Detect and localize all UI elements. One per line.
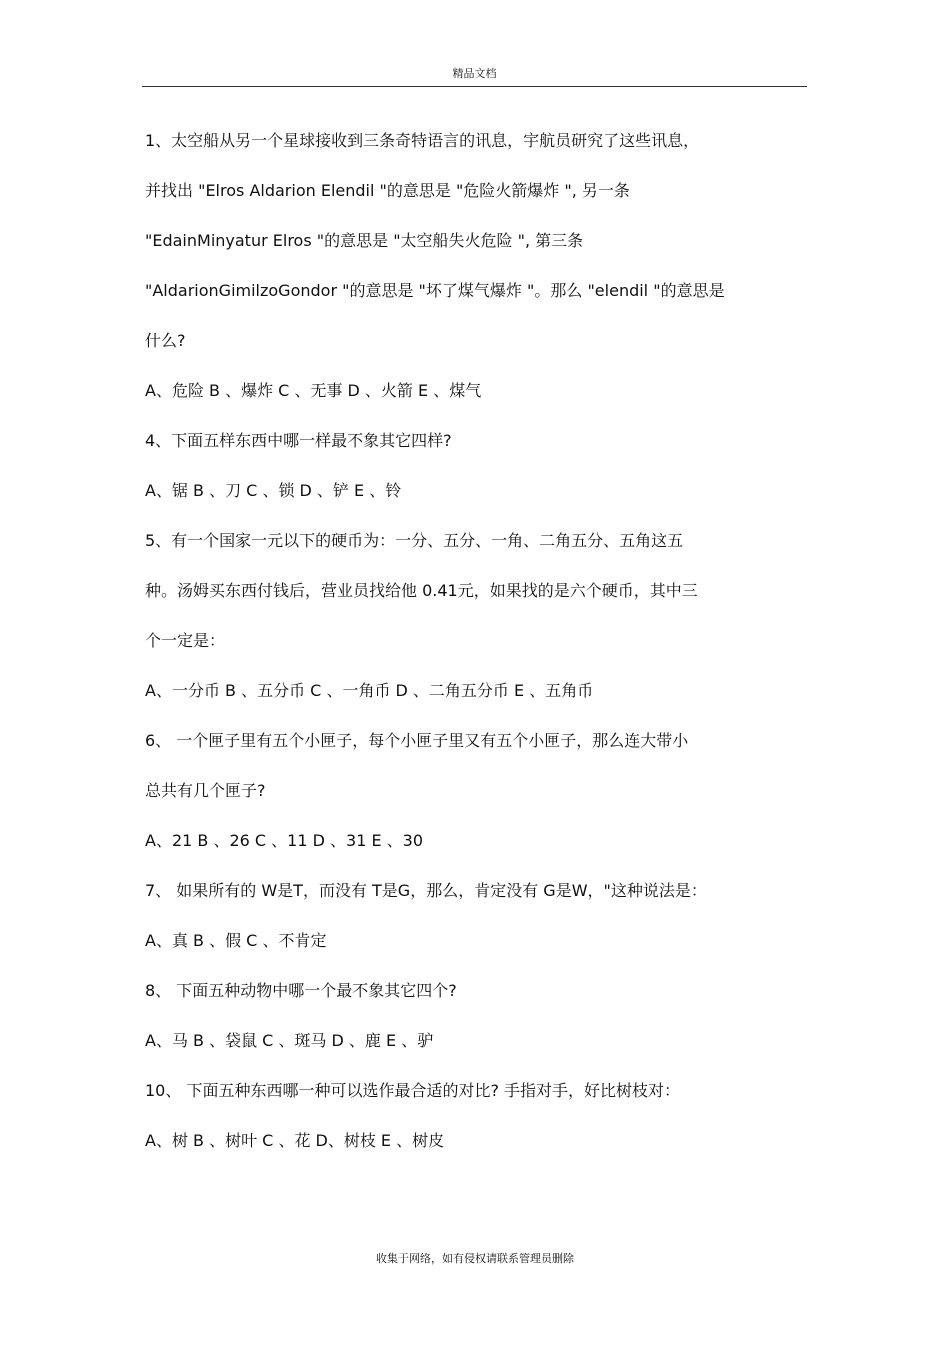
answer-options: A、锯 B 、刀 C 、锁 D 、铲 E 、铃 xyxy=(145,481,402,500)
answer-options: A、真 B 、假 C 、不肯定 xyxy=(145,931,327,950)
text-line: "EdainMinyatur Elros "的意思是 "太空船失火危险 ", 第三条 xyxy=(145,231,584,250)
answer-options: A、一分币 B 、五分币 C 、一角币 D 、二角五分币 E 、五角币 xyxy=(145,681,594,700)
document-body xyxy=(145,124,805,1174)
text-line: 1、太空船从另一个星球接收到三条奇特语言的讯息，宇航员研究了这些讯息， xyxy=(145,131,700,150)
question-text: 8、 下面五种动物中哪一个最不象其它四个? xyxy=(145,981,457,1000)
question-text: 7、 如果所有的 W是T，而没有 T是G，那么，肯定没有 G是W，"这种说法是： xyxy=(145,881,707,900)
footer-text: 收集于网络，如有侵权请联系管理员删除 xyxy=(376,1252,574,1265)
question-text: 5、有一个国家一元以下的硬币为：一分、五分、一角、二角五分、五角这五 xyxy=(145,531,684,550)
text-line: 总共有几个匣子? xyxy=(145,781,266,800)
text-line: "AldarionGimilzoGondor "的意思是 "坏了煤气爆炸 "。那么 "elendil "的意思是 xyxy=(145,281,725,300)
text-line: 并找出 "Elros Aldarion Elendil "的意思是 "危险火箭爆炸 ", 另一条 xyxy=(145,181,630,200)
page-header xyxy=(142,62,807,87)
answer-options: A、马 B 、袋鼠 C 、斑马 D 、鹿 E 、驴 xyxy=(145,1031,434,1050)
answer-options: A、树 B 、树叶 C 、花 D、树枝 E 、树皮 xyxy=(145,1131,445,1150)
text-line: 个一定是： xyxy=(145,631,226,650)
page-footer xyxy=(0,1250,950,1266)
text-line: 什么? xyxy=(145,331,186,350)
answer-options: A、危险 B 、爆炸 C 、无事 D 、火箭 E 、煤气 xyxy=(145,381,482,400)
question-text: 4、下面五样东西中哪一样最不象其它四样? xyxy=(145,431,452,450)
answer-options: A、21 B 、26 C 、11 D 、31 E 、30 xyxy=(145,831,424,850)
text-line: 种。汤姆买东西付钱后，营业员找给他 0.41元，如果找的是六个硬币，其中三 xyxy=(145,581,698,600)
header-title: 精品文档 xyxy=(452,67,497,80)
question-text: 10、 下面五种东西哪一种可以选作最合适的对比? 手指对手，好比树枝对： xyxy=(145,1081,681,1100)
question-text: 6、 一个匣子里有五个小匣子，每个小匣子里又有五个小匣子，那么连大带小 xyxy=(145,731,689,750)
